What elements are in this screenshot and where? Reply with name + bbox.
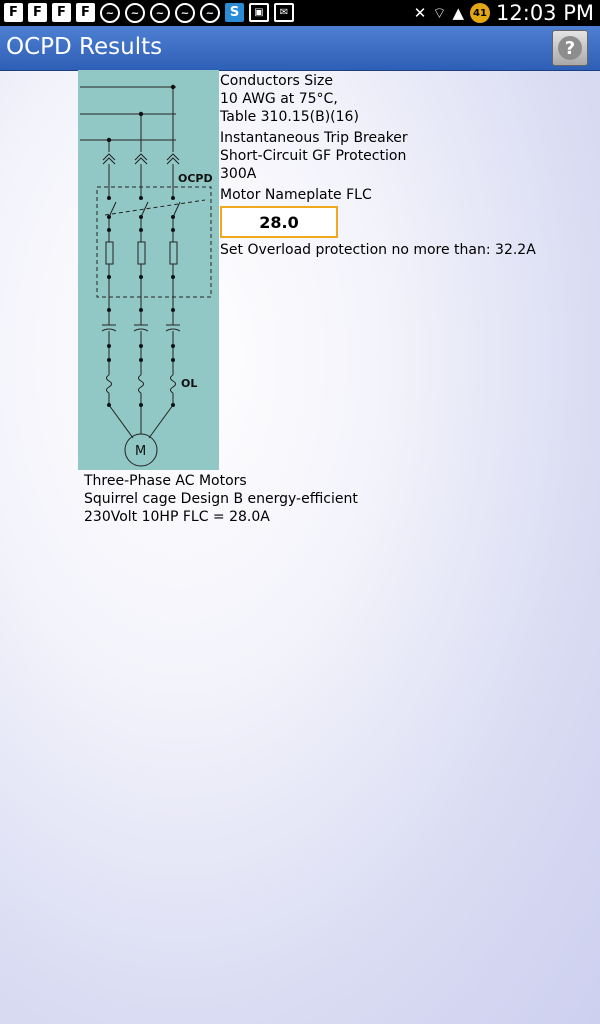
breaker-description: Short-Circuit GF Protection [220,148,407,164]
wifi-icon: ⌔ [432,3,447,22]
title-bar [0,26,600,71]
breaker-heading: Instantaneous Trip Breaker [220,130,408,146]
circuit-diagram-svg [78,70,219,470]
facebook-icon: F [76,3,95,22]
status-bar [0,0,600,26]
clock: 12:03 PM [496,1,594,25]
mail-icon: ✉ [274,3,294,22]
system-status [414,1,594,25]
facebook-icon: F [52,3,71,22]
notification-icons [4,3,294,23]
facebook-icon: F [28,3,47,22]
signal-icon: ▲ [452,4,465,22]
motor-design: Squirrel cage Design B energy-efficient [84,491,358,507]
motor-label: M [135,444,147,459]
conductors-table: Table 310.15(B)(16) [220,109,359,125]
flc-input-box[interactable] [220,206,338,238]
question-mark-icon: ? [558,36,582,60]
facebook-icon: F [4,3,23,22]
mute-icon: ✕ [413,4,427,22]
skype-icon: S [225,3,244,22]
ocpd-label: OCPD [178,172,213,185]
messenger-icon: ~ [100,3,120,23]
flc-input[interactable] [222,212,336,233]
motor-type: Three-Phase AC Motors [84,473,247,489]
overload-label: OL [181,377,198,390]
overload-setting: Set Overload protection no more than: 32.2A [220,242,536,258]
messenger-icon: ~ [200,3,220,23]
conductors-heading: Conductors Size [220,73,333,89]
battery-icon: 41 [470,3,490,23]
flc-label: Motor Nameplate FLC [220,187,372,203]
image-icon: ▣ [249,3,269,22]
messenger-icon: ~ [175,3,195,23]
help-button[interactable] [552,30,588,66]
breaker-value: 300A [220,166,257,182]
messenger-icon: ~ [150,3,170,23]
motor-rating: 230Volt 10HP FLC = 28.0A [84,509,270,525]
conductors-size: 10 AWG at 75°C, [220,91,338,107]
messenger-icon: ~ [125,3,145,23]
page-title: OCPD Results [6,34,163,60]
motor-circuit-diagram [78,70,219,470]
